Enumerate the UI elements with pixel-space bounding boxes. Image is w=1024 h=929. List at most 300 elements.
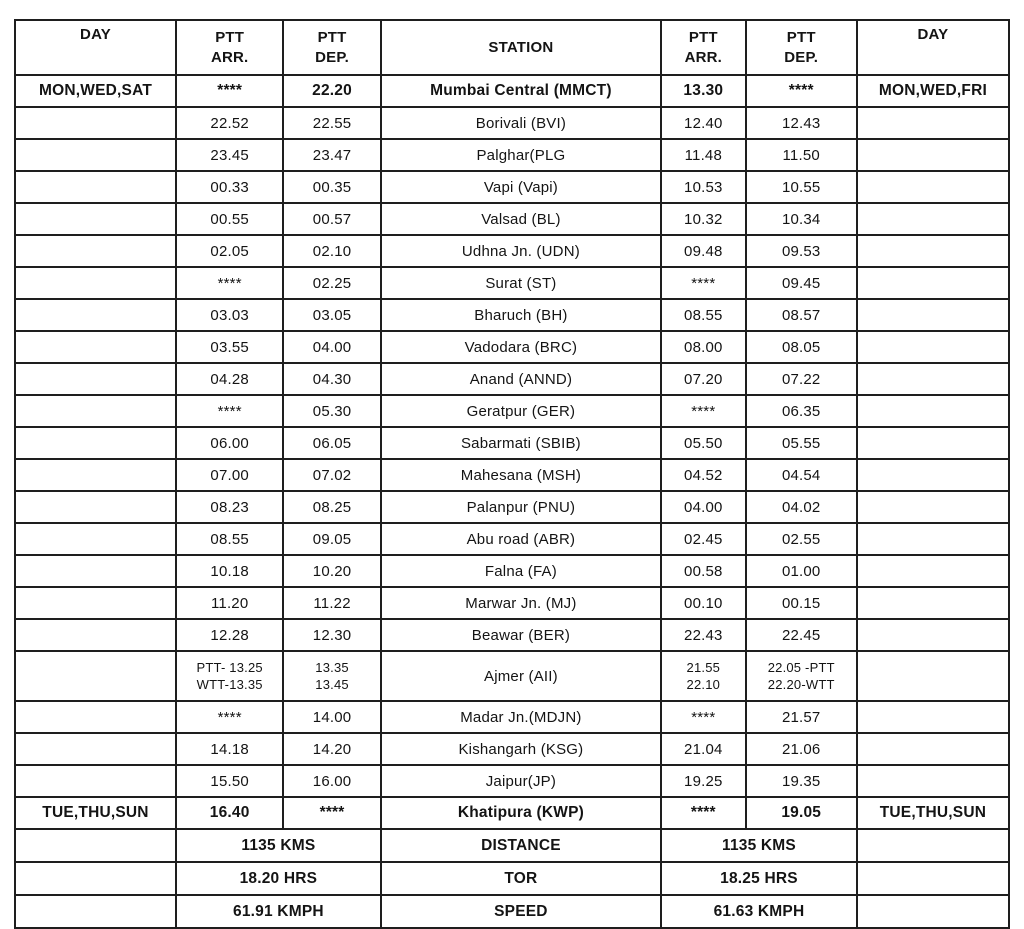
header-dep-label: DEP. <box>784 48 819 66</box>
time-value: 11.48 <box>684 146 723 164</box>
station-row <box>15 299 1009 331</box>
header-ptt-label: PTT <box>215 28 245 46</box>
cell-dep2 <box>746 765 857 797</box>
cell-dep1 <box>283 139 380 171</box>
cell-dep1 <box>283 107 380 139</box>
cell-dep2 <box>746 107 857 139</box>
cell-arr2 <box>661 733 745 765</box>
cell-arr2 <box>661 797 745 829</box>
cell-dep2 <box>746 587 857 619</box>
cell-dep2 <box>746 491 857 523</box>
cell-left-day <box>15 363 176 395</box>
station-row <box>15 203 1009 235</box>
summary-right: 61.63 KMPH <box>661 895 857 928</box>
cell-dep2 <box>746 363 857 395</box>
cell-station: Mumbai Central (MMCT) <box>381 75 661 107</box>
time-value: 12.28 <box>210 626 249 644</box>
time-value: WTT-13.35 <box>196 677 263 692</box>
cell-arr1 <box>176 75 283 107</box>
cell-left-day <box>15 765 176 797</box>
cell-arr1 <box>176 587 283 619</box>
time-value: 22.20-WTT <box>767 677 835 692</box>
time-value: 09.05 <box>312 530 352 548</box>
cell-left-day <box>15 459 176 491</box>
time-value: 07.22 <box>781 370 821 388</box>
station-row <box>15 619 1009 651</box>
time-value: 08.55 <box>210 530 249 548</box>
time-value: 00.35 <box>312 178 352 196</box>
time-value: **** <box>217 82 243 99</box>
cell-arr2 <box>661 701 745 733</box>
cell-dep1 <box>283 171 380 203</box>
cell-arr1 <box>176 235 283 267</box>
cell-right-day <box>857 701 1009 733</box>
time-value: 09.48 <box>684 242 723 260</box>
cell-right-day <box>857 733 1009 765</box>
time-value: 10.34 <box>781 210 821 228</box>
cell-dep2 <box>746 797 857 829</box>
time-value: 22.10 <box>686 677 721 692</box>
time-value: 23.45 <box>210 146 249 164</box>
cell-arr1 <box>176 171 283 203</box>
time-value: 03.05 <box>312 306 352 324</box>
cell-station: Borivali (BVI) <box>381 107 661 139</box>
cell-dep1 <box>283 267 380 299</box>
time-value: 05.50 <box>684 434 723 452</box>
cell-station: Palghar(PLG <box>381 139 661 171</box>
header-arr-label: ARR. <box>684 48 723 66</box>
cell-dep2 <box>746 267 857 299</box>
header-row <box>15 20 1009 75</box>
cell-right-day <box>857 299 1009 331</box>
cell-arr2 <box>661 491 745 523</box>
cell-station: Geratpur (GER) <box>381 395 661 427</box>
time-value: 08.57 <box>781 306 821 324</box>
cell-left-day <box>15 427 176 459</box>
cell-arr2 <box>661 267 745 299</box>
cell-left-day: MON,WED,SAT <box>15 75 176 107</box>
cell-right-day <box>857 555 1009 587</box>
time-value: 04.00 <box>312 338 352 356</box>
cell-arr1 <box>176 331 283 363</box>
header-day-right: DAY <box>857 20 1009 75</box>
summary-left: 1135 KMS <box>176 829 381 862</box>
cell-station: Palanpur (PNU) <box>381 491 661 523</box>
station-row <box>15 139 1009 171</box>
cell-left-day <box>15 701 176 733</box>
time-value: 19.35 <box>781 772 821 790</box>
cell-left-day <box>15 491 176 523</box>
time-value: 08.55 <box>684 306 723 324</box>
cell-dep1 <box>283 299 380 331</box>
time-value: 07.20 <box>684 370 723 388</box>
time-value: 12.43 <box>781 114 821 132</box>
header-ptt-arr-left <box>176 20 283 75</box>
time-value: 01.00 <box>781 562 821 580</box>
cell-right-day <box>857 523 1009 555</box>
time-value: 00.33 <box>210 178 249 196</box>
cell-dep2 <box>746 427 857 459</box>
station-row <box>15 587 1009 619</box>
summary-right: 1135 KMS <box>661 829 857 862</box>
station-row <box>15 395 1009 427</box>
cell-arr2 <box>661 75 745 107</box>
cell-arr2 <box>661 459 745 491</box>
cell-left-day <box>15 587 176 619</box>
cell-dep1 <box>283 395 380 427</box>
time-value: 06.35 <box>781 402 821 420</box>
summary-label: TOR <box>381 862 661 895</box>
cell-arr2 <box>661 107 745 139</box>
time-value: 08.25 <box>312 498 352 516</box>
summary-day-right <box>857 862 1009 895</box>
cell-dep1 <box>283 363 380 395</box>
cell-left-day <box>15 107 176 139</box>
summary-label: SPEED <box>381 895 661 928</box>
cell-dep2 <box>746 139 857 171</box>
cell-arr1 <box>176 267 283 299</box>
time-value: 21.06 <box>781 740 821 758</box>
time-value: 07.02 <box>312 466 352 484</box>
summary-body <box>15 829 1009 928</box>
time-value: **** <box>319 804 345 821</box>
cell-station: Abu road (ABR) <box>381 523 661 555</box>
cell-arr1 <box>176 203 283 235</box>
header-ptt-dep-left <box>283 20 380 75</box>
cell-left-day <box>15 203 176 235</box>
cell-right-day <box>857 363 1009 395</box>
cell-right-day <box>857 427 1009 459</box>
cell-dep2 <box>746 733 857 765</box>
station-row <box>15 331 1009 363</box>
time-value: 04.30 <box>312 370 352 388</box>
station-row <box>15 733 1009 765</box>
time-value: 00.57 <box>312 210 352 228</box>
cell-right-day <box>857 331 1009 363</box>
cell-right-day <box>857 491 1009 523</box>
cell-dep1 <box>283 651 380 701</box>
time-value: 22.20 <box>312 82 352 99</box>
cell-station: Ajmer (AII) <box>381 651 661 701</box>
cell-arr1 <box>176 491 283 523</box>
cell-right-day <box>857 651 1009 701</box>
cell-arr1 <box>176 651 283 701</box>
time-value: 06.05 <box>312 434 352 452</box>
station-row <box>15 171 1009 203</box>
cell-right-day <box>857 765 1009 797</box>
time-value: 16.00 <box>312 772 352 790</box>
cell-station: Jaipur(JP) <box>381 765 661 797</box>
cell-station: Surat (ST) <box>381 267 661 299</box>
cell-left-day <box>15 733 176 765</box>
time-value: 15.50 <box>210 772 249 790</box>
summary-row <box>15 895 1009 928</box>
time-value: 22.05 -PTT <box>767 660 835 675</box>
time-value: 05.30 <box>312 402 352 420</box>
header-dep-label: DEP. <box>315 48 349 66</box>
station-row <box>15 555 1009 587</box>
cell-arr1 <box>176 619 283 651</box>
summary-right: 18.25 HRS <box>661 862 857 895</box>
cell-right-day <box>857 459 1009 491</box>
cell-left-day <box>15 235 176 267</box>
cell-dep2 <box>746 331 857 363</box>
cell-arr2 <box>661 139 745 171</box>
cell-arr1 <box>176 363 283 395</box>
summary-day-right <box>857 895 1009 928</box>
station-row <box>15 701 1009 733</box>
cell-right-day <box>857 171 1009 203</box>
cell-station: Udhna Jn. (UDN) <box>381 235 661 267</box>
cell-dep1 <box>283 491 380 523</box>
time-value: 22.45 <box>781 626 821 644</box>
time-value: 11.50 <box>782 146 820 164</box>
time-value: 02.55 <box>781 530 821 548</box>
cell-station: Mahesana (MSH) <box>381 459 661 491</box>
time-value: 11.22 <box>313 594 351 612</box>
station-row <box>15 107 1009 139</box>
header-ptt-arr-right <box>661 20 745 75</box>
station-row <box>15 797 1009 829</box>
cell-left-day <box>15 651 176 701</box>
cell-station: Valsad (BL) <box>381 203 661 235</box>
cell-station: Beawar (BER) <box>381 619 661 651</box>
time-value: 02.05 <box>210 242 249 260</box>
cell-dep2 <box>746 701 857 733</box>
time-value: 21.55 <box>686 660 721 675</box>
cell-station: Falna (FA) <box>381 555 661 587</box>
cell-dep1 <box>283 555 380 587</box>
cell-right-day <box>857 587 1009 619</box>
time-value: 16.40 <box>209 804 250 821</box>
time-value: 02.10 <box>312 242 352 260</box>
cell-arr1 <box>176 701 283 733</box>
cell-station: Vapi (Vapi) <box>381 171 661 203</box>
cell-dep1 <box>283 203 380 235</box>
cell-right-day <box>857 107 1009 139</box>
cell-arr2 <box>661 765 745 797</box>
time-value: 10.20 <box>312 562 352 580</box>
station-row <box>15 523 1009 555</box>
summary-day-left <box>15 829 176 862</box>
time-value: 00.55 <box>210 210 249 228</box>
time-value: **** <box>217 708 242 726</box>
summary-day-left <box>15 862 176 895</box>
cell-station: Bharuch (BH) <box>381 299 661 331</box>
cell-arr2 <box>661 523 745 555</box>
header-station: STATION <box>381 20 661 75</box>
summary-row <box>15 829 1009 862</box>
cell-dep2 <box>746 523 857 555</box>
summary-day-right <box>857 829 1009 862</box>
station-row <box>15 765 1009 797</box>
cell-arr2 <box>661 427 745 459</box>
time-value: 14.20 <box>312 740 352 758</box>
cell-arr1 <box>176 523 283 555</box>
cell-dep2 <box>746 235 857 267</box>
cell-left-day <box>15 395 176 427</box>
cell-dep1 <box>283 75 380 107</box>
time-value: 23.47 <box>312 146 352 164</box>
cell-dep1 <box>283 459 380 491</box>
time-value: 21.04 <box>684 740 723 758</box>
station-row <box>15 363 1009 395</box>
time-value: 04.52 <box>684 466 723 484</box>
time-value: 10.55 <box>781 178 821 196</box>
time-value: 10.53 <box>684 178 723 196</box>
cell-arr2 <box>661 203 745 235</box>
time-value: 06.00 <box>210 434 249 452</box>
cell-dep2 <box>746 75 857 107</box>
time-value: 12.30 <box>312 626 352 644</box>
header-ptt-label: PTT <box>786 28 816 46</box>
station-row <box>15 267 1009 299</box>
time-value: **** <box>691 274 716 292</box>
cell-station: Vadodara (BRC) <box>381 331 661 363</box>
cell-left-day <box>15 523 176 555</box>
time-value: 22.52 <box>210 114 249 132</box>
cell-station: Khatipura (KWP) <box>381 797 661 829</box>
time-value: 00.10 <box>684 594 723 612</box>
time-value: 08.05 <box>781 338 821 356</box>
time-value: 09.53 <box>781 242 821 260</box>
time-value: 13.30 <box>683 82 724 99</box>
station-row <box>15 235 1009 267</box>
cell-dep2 <box>746 395 857 427</box>
cell-dep1 <box>283 619 380 651</box>
time-value: 03.55 <box>210 338 249 356</box>
cell-arr2 <box>661 171 745 203</box>
time-value: 13.35 <box>315 660 349 675</box>
cell-arr2 <box>661 331 745 363</box>
cell-arr1 <box>176 555 283 587</box>
cell-left-day <box>15 139 176 171</box>
summary-row <box>15 862 1009 895</box>
cell-dep1 <box>283 733 380 765</box>
cell-arr2 <box>661 395 745 427</box>
time-value: 05.55 <box>781 434 821 452</box>
cell-station: Sabarmati (SBIB) <box>381 427 661 459</box>
cell-right-day <box>857 235 1009 267</box>
cell-left-day <box>15 331 176 363</box>
time-value: **** <box>788 82 814 99</box>
cell-dep2 <box>746 555 857 587</box>
time-value: 02.25 <box>312 274 352 292</box>
train-timetable <box>14 19 1010 929</box>
cell-right-day: MON,WED,FRI <box>857 75 1009 107</box>
cell-dep1 <box>283 523 380 555</box>
time-value: 19.25 <box>684 772 723 790</box>
cell-station: Kishangarh (KSG) <box>381 733 661 765</box>
cell-right-day: TUE,THU,SUN <box>857 797 1009 829</box>
cell-arr1 <box>176 427 283 459</box>
time-value: 12.40 <box>684 114 723 132</box>
cell-arr1 <box>176 765 283 797</box>
station-row <box>15 491 1009 523</box>
cell-arr2 <box>661 619 745 651</box>
station-row <box>15 459 1009 491</box>
time-value: **** <box>691 402 716 420</box>
cell-dep2 <box>746 203 857 235</box>
cell-arr1 <box>176 395 283 427</box>
station-row <box>15 75 1009 107</box>
time-value: 09.45 <box>781 274 821 292</box>
header-day-left: DAY <box>15 20 176 75</box>
cell-arr1 <box>176 299 283 331</box>
cell-left-day <box>15 267 176 299</box>
time-value: 00.58 <box>684 562 723 580</box>
header-ptt-dep-right <box>746 20 857 75</box>
cell-dep2 <box>746 651 857 701</box>
summary-left: 61.91 KMPH <box>176 895 381 928</box>
header-ptt-label: PTT <box>688 28 718 46</box>
cell-left-day <box>15 299 176 331</box>
cell-dep2 <box>746 299 857 331</box>
cell-arr2 <box>661 235 745 267</box>
cell-right-day <box>857 619 1009 651</box>
cell-dep1 <box>283 701 380 733</box>
cell-dep1 <box>283 235 380 267</box>
time-value: 03.03 <box>210 306 249 324</box>
cell-arr2 <box>661 299 745 331</box>
time-value: 13.45 <box>315 677 349 692</box>
time-value: 10.18 <box>210 562 249 580</box>
cell-arr1 <box>176 107 283 139</box>
time-value: **** <box>217 274 242 292</box>
cell-dep2 <box>746 619 857 651</box>
cell-arr2 <box>661 651 745 701</box>
time-value: 04.54 <box>781 466 821 484</box>
cell-arr2 <box>661 587 745 619</box>
time-value: 14.18 <box>210 740 249 758</box>
time-value: 22.43 <box>684 626 723 644</box>
cell-arr1 <box>176 733 283 765</box>
time-value: 19.05 <box>781 804 822 821</box>
time-value: **** <box>690 804 716 821</box>
time-value: 11.20 <box>210 594 249 612</box>
summary-left: 18.20 HRS <box>176 862 381 895</box>
station-row <box>15 651 1009 701</box>
cell-dep1 <box>283 427 380 459</box>
cell-arr1 <box>176 139 283 171</box>
time-value: 14.00 <box>312 708 352 726</box>
time-value: **** <box>217 402 242 420</box>
time-value: 04.28 <box>210 370 249 388</box>
cell-arr2 <box>661 555 745 587</box>
cell-right-day <box>857 203 1009 235</box>
cell-left-day: TUE,THU,SUN <box>15 797 176 829</box>
cell-arr1 <box>176 797 283 829</box>
cell-right-day <box>857 139 1009 171</box>
time-value: 00.15 <box>781 594 821 612</box>
time-value: 02.45 <box>684 530 723 548</box>
cell-dep1 <box>283 331 380 363</box>
cell-left-day <box>15 171 176 203</box>
cell-arr2 <box>661 363 745 395</box>
cell-dep1 <box>283 587 380 619</box>
cell-station: Madar Jn.(MDJN) <box>381 701 661 733</box>
time-value: 22.55 <box>312 114 352 132</box>
cell-right-day <box>857 267 1009 299</box>
time-value: 08.00 <box>684 338 723 356</box>
cell-left-day <box>15 619 176 651</box>
time-value: **** <box>691 708 716 726</box>
cell-left-day <box>15 555 176 587</box>
header-ptt-label: PTT <box>317 28 347 46</box>
cell-arr1 <box>176 459 283 491</box>
cell-station: Marwar Jn. (MJ) <box>381 587 661 619</box>
cell-station: Anand (ANND) <box>381 363 661 395</box>
